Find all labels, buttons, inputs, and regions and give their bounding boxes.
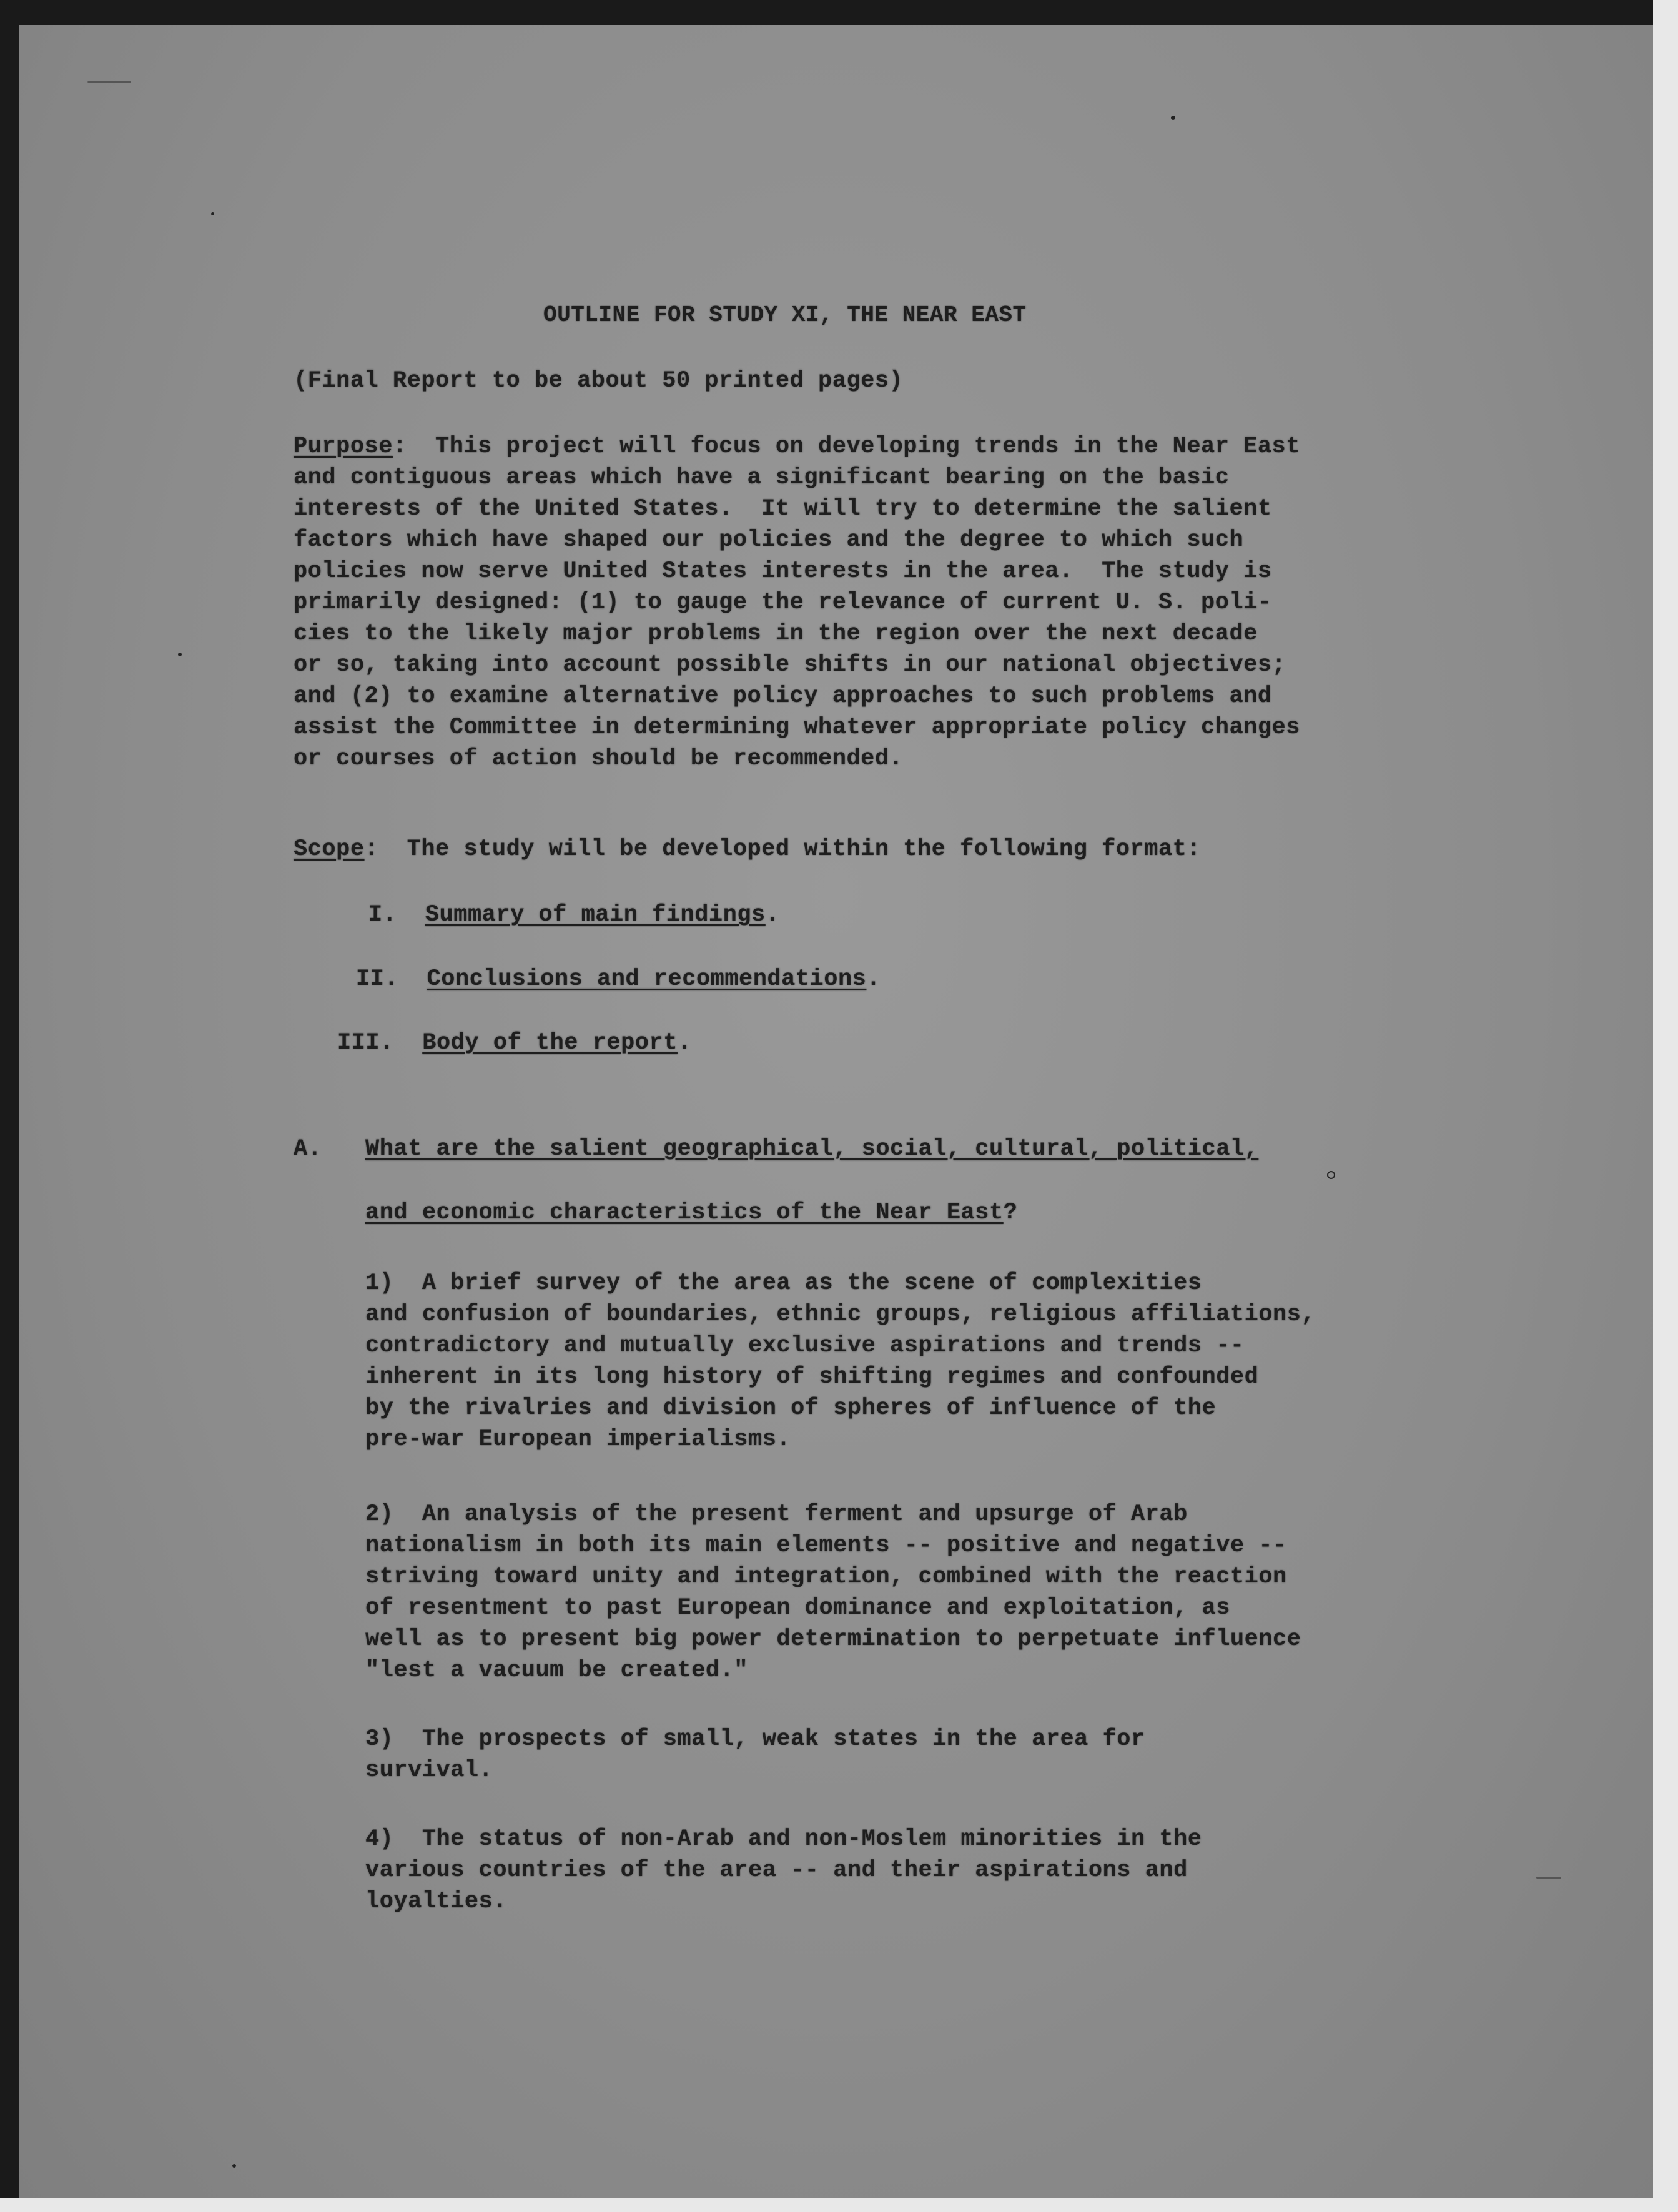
purpose-line: cies to the likely major problems in the region over the next decade xyxy=(294,621,1258,647)
purpose-line: and contiguous areas which have a significant bearing on the basic xyxy=(294,465,1230,491)
format-item-text: Conclusions and recommendations xyxy=(427,966,867,992)
scan-speck xyxy=(87,81,131,83)
section-a-question-line2: and economic characteristics of the Near East? xyxy=(365,1200,1018,1226)
format-item-text: Summary of main findings xyxy=(425,902,766,928)
purpose-line: assist the Committee in determining whatever appropriate policy changes xyxy=(294,714,1300,741)
format-item-number: III. xyxy=(337,1030,394,1056)
paragraph: 3) The prospects of small, weak states in the area for survival. xyxy=(365,1726,1145,1784)
purpose-line: : This project will focus on developing trends in the Near East xyxy=(392,433,1300,460)
format-item: III. Body of the report. xyxy=(337,1030,692,1056)
scan-speck xyxy=(178,653,182,656)
purpose-section xyxy=(294,431,1300,774)
paragraph: 4) The status of non-Arab and non-Moslem minorities in the various countries of the area -- and their aspirations and loyalties. xyxy=(365,1826,1202,1915)
purpose-line: interests of the United States. It will try to determine the salient xyxy=(294,496,1272,522)
purpose-line: primarily designed: (1) to gauge the relevance of current U. S. poli- xyxy=(294,590,1272,616)
section-a-question-line1: What are the salient geographical, social, cultural, political, xyxy=(365,1136,1259,1162)
format-item-text: Body of the report xyxy=(422,1030,678,1056)
format-item: I. Summary of main findings. xyxy=(368,902,780,928)
purpose-label: Purpose xyxy=(294,433,393,460)
scan-border-right xyxy=(1653,0,1678,2212)
scan-ring xyxy=(1327,1171,1335,1179)
section-a-label: A. xyxy=(294,1136,322,1162)
scope-section xyxy=(294,834,1201,865)
paragraph: 1) A brief survey of the area as the scene of complexities and confusion of boundaries, ethnic groups, religious affiliations, contradictory and mutually exclusive aspirations and trends -- inherent in its long history of shifting regimes and confounded by the rivalries and division of spheres of influence of the pre-war European imperialisms. xyxy=(365,1270,1316,1453)
scan-speck xyxy=(1171,116,1175,120)
paragraph: 2) An analysis of the present ferment and upsurge of Arab nationalism in both its main elements -- positive and negative -- striving toward unity and integration, combined with the reaction of resentment to past European dominance and exploitation, as well as to present big power determination to perpetuate influence "lest a vacuum be created." xyxy=(365,1501,1301,1684)
format-item-number: I. xyxy=(368,902,397,928)
format-item-number: II. xyxy=(356,966,399,992)
purpose-line: factors which have shaped our policies and the degree to which such xyxy=(294,527,1244,553)
scope-text: : The study will be developed within the following format: xyxy=(364,836,1202,862)
document-subtitle: (Final Report to be about 50 printed pages) xyxy=(294,368,904,394)
purpose-line: and (2) to examine alternative policy approaches to such problems and xyxy=(294,683,1272,709)
scan-speck xyxy=(232,2164,236,2168)
scan-border-bottom xyxy=(0,2198,1678,2212)
purpose-line: or courses of action should be recommended. xyxy=(294,746,904,772)
scan-speck xyxy=(211,212,214,215)
purpose-line: policies now serve United States interests in the area. The study is xyxy=(294,558,1272,585)
document-title: OUTLINE FOR STUDY XI, THE NEAR EAST xyxy=(543,302,1027,328)
document-page xyxy=(19,25,1655,2198)
scan-speck xyxy=(1536,1877,1561,1879)
purpose-line: or so, taking into account possible shifts in our national objectives; xyxy=(294,652,1286,678)
format-item: II. Conclusions and recommendations. xyxy=(356,966,881,992)
scope-label: Scope xyxy=(294,836,365,862)
